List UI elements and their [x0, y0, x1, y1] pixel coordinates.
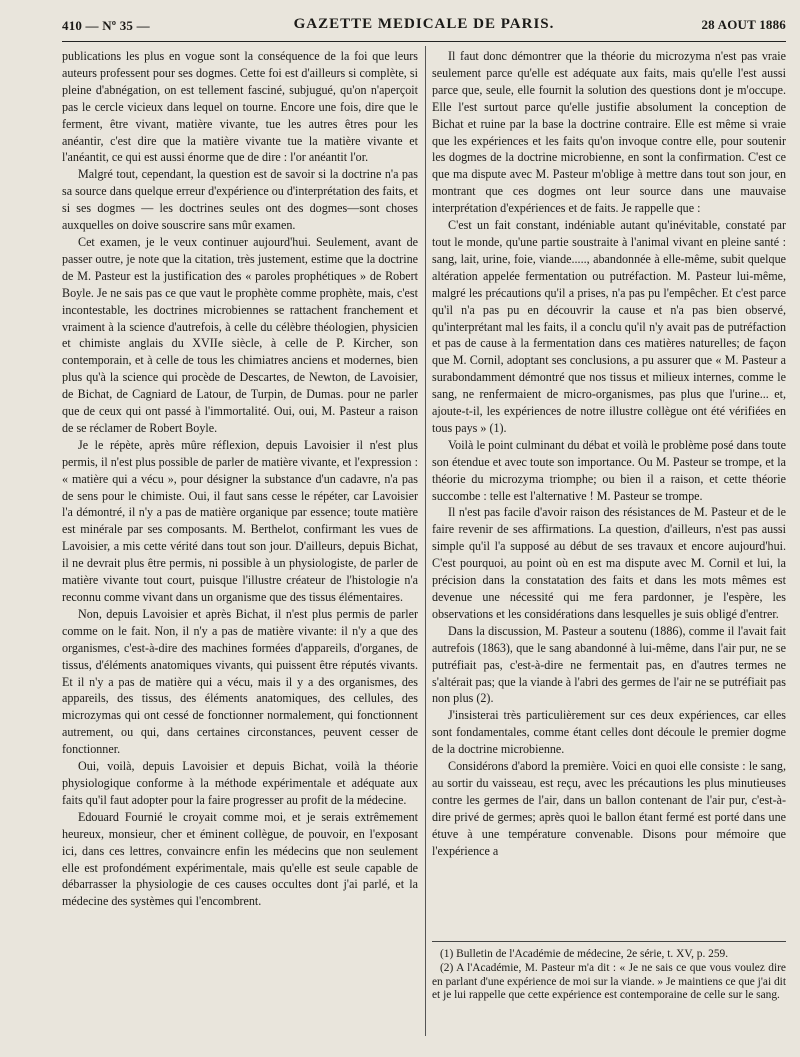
paragraph: Malgré tout, cependant, la question est de savoir si la doctrine n'a pas sa source dans quelque erreur d'expérience ou d'interprétation des faits, et si ses dogmes — les doctrines seules ont des dogmes—sont choses auxquelles on doive souscrire sans mûr examen.: [62, 167, 418, 233]
right-column: [432, 48, 786, 860]
paragraph: Il faut donc démontrer que la théorie du microzyma n'est pas vraie seulement parce qu'elle est adéquate aux faits, mais qu'elle l'est aussi parce que, seule, elle fournit la solution des questions dont je m'occupe. Elle l'est surtout parce qu'elle justifie absolument la conception de Bichat et ruine par la base la doctrine contraire. Elle est même si vraie que les expériences et les faits qu'on invoque contre elle, pour soutenir les dogmes de la doctrine microbienne, en sont la confirmation. C'est ce que ma dispute avec M. Pasteur m'oblige à mettre dans tout son jour, en montrant que ces dogmes ont leur source dans une mauvaise interprétation d'expériences et de faits. Je rappelle que :: [432, 49, 786, 216]
paragraph: Je le répète, après mûre réflexion, depuis Lavoisier il n'est plus permis, il n'est plus possible de parler de matière vivante, et l'expression : « matière qui a vécu », pour désigner la substance d'un cadavre, n'a pas de sens pour le chimiste. Oui, il faut sans cesse le répéter, car Lavoisier l'a démontré, il n'y a pas de matière organique par essence; toute matière est minérale par ses composants. M. Berthelot, confirmant les vues de Lavoisier, a mis cette vérité dans tout son jour. D'ailleurs, depuis Bichat, il ne devrait plus être permis, ni possible à un physiologiste, de parler de matière vivante tout court, puisque l'illustre créateur de l'histologie n'a reconnu comme vivant dans un organisme que des tissus élémentaires.: [62, 437, 418, 604]
paragraph: Edouard Fournié le croyait comme moi, et je serais extrêmement heureux, monsieur, cher et éminent collègue, de pouvoir, en l'exposant ici, dans ces lettres, convaincre enfin les médecins que non seulement elle est profondément expérimentale, mais qu'elle est seule capable de débarrasser la physiologie de ces causes occultes dont j'ai parlé, et la médecine des systèmes qui l'encombrent.: [62, 809, 418, 909]
paragraph: Cet examen, je le veux continuer aujourd'hui. Seulement, avant de passer outre, je note que la citation, très justement, estime que la doctrine de M. Pasteur est la justification des « paroles prophétiques » de Robert Boyle. Je ne sais pas ce que vaut le prophète comme prophète, mais, c'est incontestable, les doctrines microbiennes se rattachent franchement et vraiment à la science d'autrefois, à celle du célèbre théologien, physicien et chimiste anglais du XVIIe siècle, à celle de P. Kircher, son contemporain, et à celle de tous les chimiatres anciens et modernes, bien plus qu'à la science qui procède de Descartes, de Newton, de Lavoisier, de Bichat, de Cagniard de Latour, de Turpin, de Dumas. pour ne parler que de ceux qui ont passé à l'immortalité. Oui, oui, M. Pasteur a raison de se réclamer de Robert Boyle.: [62, 234, 418, 435]
issue-date: 28 AOUT 1886: [701, 17, 786, 32]
paragraph: Il n'est pas facile d'avoir raison des résistances de M. Pasteur et de le faire revenir de ses affirmations. La question, d'ailleurs, n'est pas aussi simple qu'il l'a supposé au début de ses travaux et encore aujourd'hui. C'est pourquoi, au point où en est ma dispute avec M. Cornil et lui, la précision dans la constatation des faits et dans les mots mêmes est devenue une nécessité qui me fera pardonner, je l'espère, les observations et les considérations dans lesquelles je suis obligé d'entrer.: [432, 505, 786, 621]
paragraph: publications les plus en vogue sont la conséquence de la foi que leurs auteurs professent pour ses dogmes. Cette foi est d'ailleurs si complète, si pleine d'abnégation, on est tellement fasciné, subjugué, qu'on n'aperçoit pas le cercle vicieux dans lequel on tourne. Encore une fois, dire que le ferment, être vivant, matière vivante, tue les autres êtres pour les anéantir, c'est dire que la matière vivante tue la matière vivante et l'anéantit, ce qui est aussi énorme que de dire : l'or anéantit l'or.: [62, 49, 418, 165]
footnotes: [432, 948, 786, 1003]
page-header: [62, 16, 786, 40]
column-divider: [425, 46, 426, 1036]
journal-title: GAZETTE MEDICALE DE PARIS.: [293, 16, 555, 32]
paragraph: J'insisterai très particulièrement sur ces deux expériences, car elles sont fondamentales, comme étant celles dont découle le premier dogme de la doctrine microbienne.: [432, 708, 786, 757]
footnote: (2) A l'Académie, M. Pasteur m'a dit : « Je ne sais ce que vous voulez dire en parlant d'une expérience de moi sur la viande. » Je maintiens ce que j'ai dit et je lui rappelle que cette expérience est contemporaine de celle sur le sang.: [432, 961, 786, 1002]
paragraph: Oui, voilà, depuis Lavoisier et depuis Bichat, voilà la théorie physiologique conforme à la méthode expérimentale et adéquate aux faits qu'il faut adopter pour la faire progresser au profit de la médecine.: [62, 759, 418, 807]
paragraph: Voilà le point culminant du débat et voilà le problème posé dans toute son étendue et avec toute son importance. Ou M. Pasteur se trompe, et la théorie du microzyma triomphe; ou bien il a raison, et cette théorie succombe : telle est l'alternative ! M. Pasteur se trompe.: [432, 437, 786, 503]
left-column: [62, 48, 418, 910]
footnote-rule: [432, 941, 786, 942]
paragraph: Dans la discussion, M. Pasteur a soutenu (1886), comme il l'avait fait autrefois (1863), que le sang abandonné à lui-même, dans l'air pur, ne se putréfiait pas, c'est-à-dire ne fermentait pas, en d'autres termes ne s'altérait pas; que la viande à l'abri des germes de l'air ne se putréfiait pas non plus (2).: [432, 623, 786, 706]
header-rule: [62, 41, 786, 42]
paragraph: Considérons d'abord la première. Voici en quoi elle consiste : le sang, au sortir du vaisseau, est reçu, avec les précautions les plus minutieuses contre les germes de l'air, dans un ballon contenant de l'air pur, c'est-à-dire privé de germes; après quoi le ballon étant fermé est porté dans une étuve à une température convenable. Disons pour mémoire que l'expérience a: [432, 759, 786, 858]
paragraph: Non, depuis Lavoisier et après Bichat, il n'est plus permis de parler comme on le fait. Non, il n'y a pas de matière vivante: il n'y a que des organismes, c'est-à-dire des machines formées d'appareils, d'organes, de tissus, d'éléments anatomiques vivants, qui puissent être réputés vivants. Et il n'y a pas de matière qui a vécu, mais il y a des organismes, des appareils, des tissus, des éléments anatomiques, des cellules, des microzymas qui ont cessé de fonctionner normalement, qui fonctionnent autrement, ou qui, dans certaines circonstances, peuvent cesser de fonctionner.: [62, 606, 418, 757]
footnote: (1) Bulletin de l'Académie de médecine, 2e série, t. XV, p. 259.: [440, 948, 729, 960]
paragraph: C'est un fait constant, indéniable autant qu'inévitable, constaté par tout le monde, qu'une partie soustraite à l'animal vivant en pleine santé : sang, lait, urine, foie, viande....., abandonnée à elle-même, subit quelque altération appelée fermentation ou putréfaction. M. Pasteur lui-même, malgré les précautions qu'il a prises, n'a pas pu l'empêcher. Et c'est parce qu'il n'a pas pu en découvrir la cause et n'a pas bien observé, qu'interprétant mal les faits, il a conclu qu'il n'y avait pas de putréfaction et pas de cause à la fermentation dans ces matières naturelles; de façon que M. Cornil, adoptant ses conclusions, a pu assurer que « M. Pasteur a surabondamment démontré que nos tissus et milieux internes, comme le sang, ne renfermaient de micro-organismes, pas plus que l'urine... et, ajoute-t-il, les expériences de notre illustre collègue ont été vérifiées en tous pays » (1).: [432, 218, 786, 435]
page-number: 410 — Nº 35 —: [62, 18, 150, 33]
